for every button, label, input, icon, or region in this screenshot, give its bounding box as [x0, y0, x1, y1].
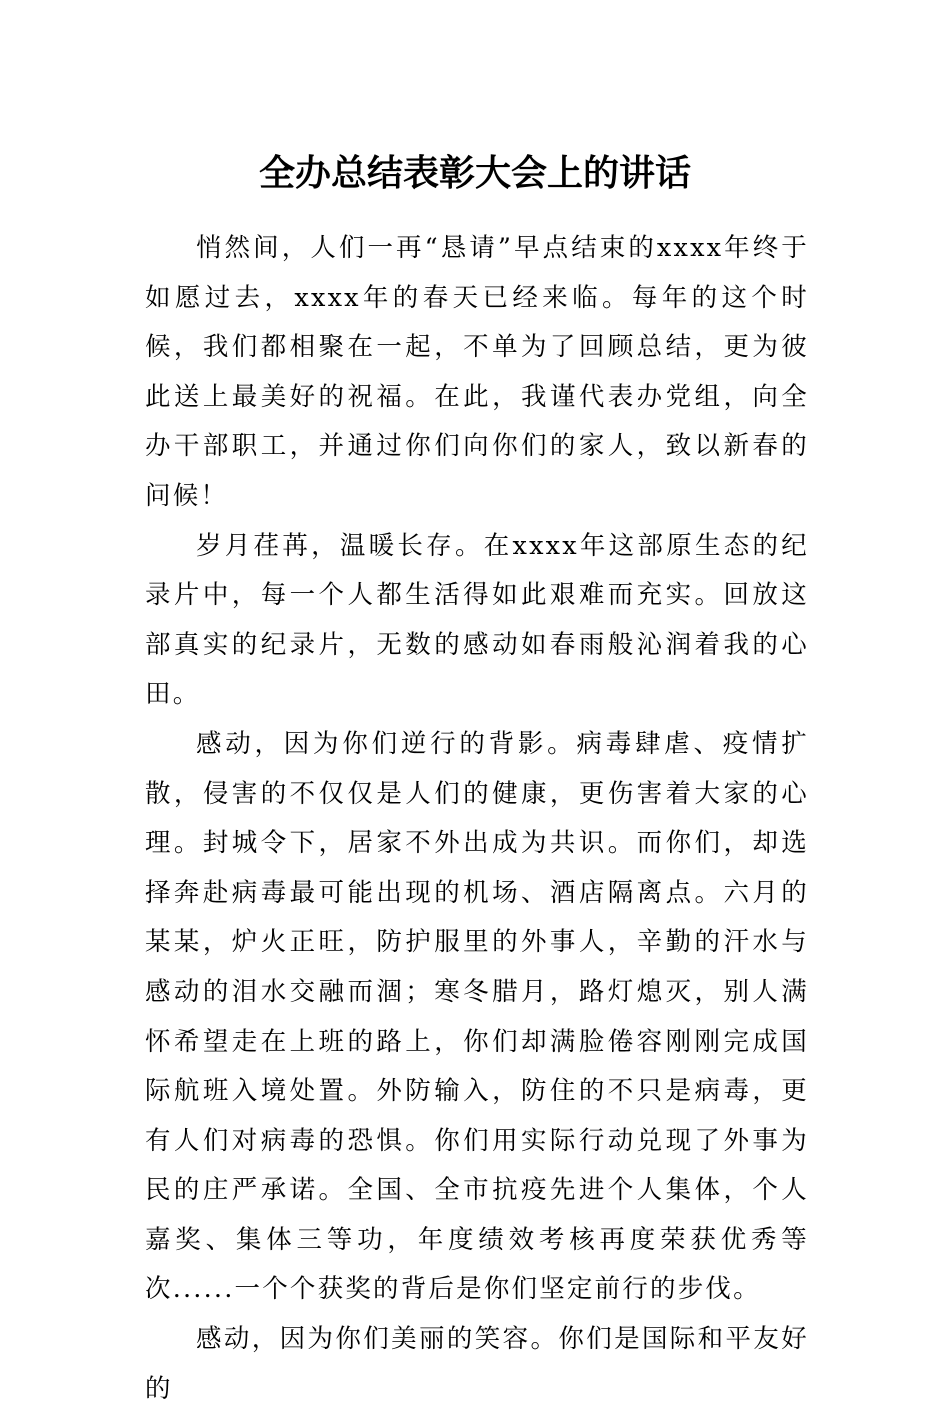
paragraph-4: 感动，因为你们美丽的笑容。你们是国际和平友好的: [145, 1324, 809, 1404]
document-body: [145, 224, 809, 1414]
paragraph-1: 悄然间，人们一再“恳请”早点结束的xxxx年终于如愿过去，xxxx年的春天已经来临。每年的这个时候，我们都相聚在一起，不单为了回顾总结，更为彼此送上最美好的祝福。在此，我谨代表办党组，向全办干部职工，并通过你们向你们的家人，致以新春的问候！: [145, 233, 809, 511]
document-title: 全办总结表彰大会上的讲话: [258, 152, 691, 194]
paragraph-3: 感动，因为你们逆行的背影。病毒肆虐、疫情扩散，侵害的不仅仅是人们的健康，更伤害着大家的心理。封城令下，居家不外出成为共识。而你们，却选择奔赴病毒最可能出现的机场、酒店隔离点。六月的某某，炉火正旺，防护服里的外事人，辛勤的汗水与感动的泪水交融而涸；寒冬腊月，路灯熄灭，别人满怀希望走在上班的路上，你们却满脸倦容刚刚完成国际航班入境处置。外防输入，防住的不只是病毒，更有人们对病毒的恐惧。你们用实际行动兑现了外事为民的庄严承诺。全国、全市抗疫先进个人集体，个人嘉奖、集体三等功，年度绩效考核再度荣获优秀等次......一个个获奖的背后是你们坚定前行的步伐。: [145, 728, 809, 1305]
paragraph-2: 岁月荏苒，温暖长存。在xxxx年这部原生态的纪录片中，每一个人都生活得如此艰难而充实。回放这部真实的纪录片，无数的感动如春雨般沁润着我的心田。: [145, 530, 809, 710]
